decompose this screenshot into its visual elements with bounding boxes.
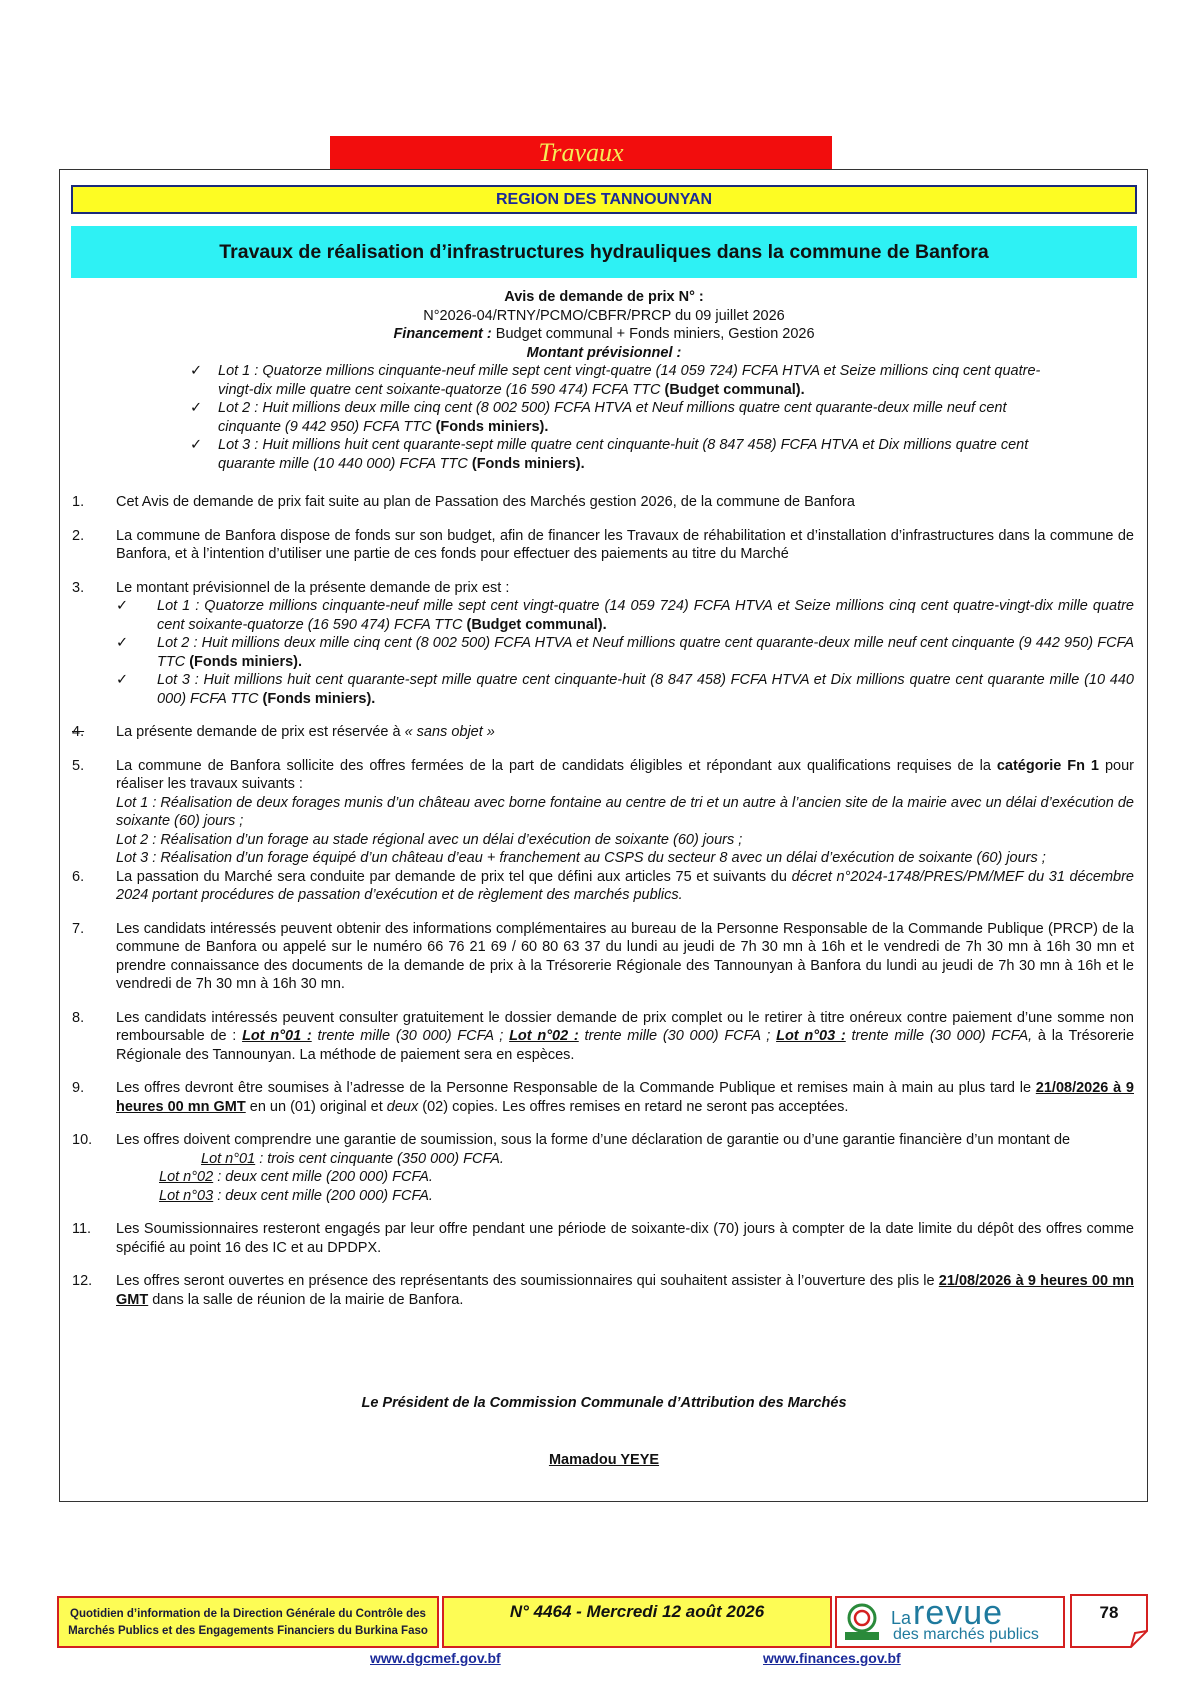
paragraph-5: 5. La commune de Banfora sollicite des offres fermées de la part de candidats éligibles et répondant aux qualifications requises de la catégorie Fn 1 pour réaliser les travaux suivants : Lot 1 : Réalisation de deux forages munis d’un château avec borne fontaine au centre de tri et un autre à l’ancien site de la mairie avec un délai d’exécution de soixante (60) jours ; Lot 2 : Réalisation d’un forage au stade régional avec un délai d’exécution de soixante (60) jours ; Lot 3 : Réalisation d’un forage équipé d’un château d’eau + franchement au CSPS du secteur 8 avec un délai d’exécution de soixante (60) jours ; [72, 757, 1134, 866]
link-dgcmef[interactable]: www.dgcmef.gov.bf [370, 1650, 501, 1666]
signature-title: Le Président de la Commission Communale d’Attribution des Marchés [361, 1395, 847, 1411]
list-item: ✓ Lot 1 : Quatorze millions cinquante-neuf mille sept cent vingt-quatre (14 059 724) FCFA HTVA et Seize millions cinq cent quatre-vingt-dix mille quatre cent soixante-quatorze (16 590 474) FCFA TTC (Budget communal). [190, 363, 1041, 398]
revue-logo: La revue des marchés publics [835, 1596, 1065, 1648]
link-finances[interactable]: www.finances.gov.bf [763, 1650, 901, 1666]
paragraph-2: 2. La commune de Banfora dispose de fonds sur son budget, afin de financer les Travaux de réhabilitation et d’installation d’infrastructures dans la commune de Banfora, et à l’intention d’utiliser une partie de ces fonds pour effectuer des paiements au titre du Marché [72, 527, 1134, 562]
check-icon: ✓ [116, 598, 129, 614]
list-item: ✓ Lot 2 : Huit millions deux mille cinq cent (8 002 500) FCFA HTVA et Neuf millions quatre cent quarante-deux mille neuf cent cinquante (9 442 950) FCFA TTC (Fonds miniers). [116, 635, 1134, 670]
list-item: Lot 3 : Réalisation d’un forage équipé d’un château d’eau + franchement au CSPS du secteur 8 avec un délai d’exécution de soixante (60) jours ; [116, 850, 1046, 866]
list-item: Lot n°01 : trois cent cinquante (350 000) FCFA. [201, 1150, 504, 1167]
list-item: ✓ Lot 1 : Quatorze millions cinquante-neuf mille sept cent vingt-quatre (14 059 724) FCFA HTVA et Seize millions cinq cent quatre-vingt-dix mille quatre cent soixante-quatorze (16 590 474) FCFA TTC (Budget communal). [116, 598, 1134, 633]
paragraph-6: 6. La passation du Marché sera conduite par demande de prix tel que défini aux articles 75 et suivants du décret n°2024-1748/PRES/PM/MEF du 31 décembre 2024 portant procédures de passation d’exécution et de règlement des marchés publics. [72, 868, 1134, 903]
paragraph-9: 9. Les offres devront être soumises à l’adresse de la Personne Responsable de la Commande Publique et remises main à main au plus tard le 21/08/2026 à 9 heures 00 mn GMT en un (01) original et deux (02) copies. Les offres remises en retard ne seront pas acceptées. [72, 1080, 1134, 1115]
list-item: Lot 1 : Réalisation de deux forages munis d’un château avec borne fontaine au centre de tri et un autre à l’ancien site de la mairie avec un délai d’exécution de soixante (60) jours ; [116, 794, 1134, 829]
check-icon: ✓ [190, 437, 203, 453]
list-item: ✓ Lot 2 : Huit millions deux mille cinq cent (8 002 500) FCFA HTVA et Neuf millions quatre cent quarante-deux mille neuf cent cinquante (9 442 950) FCFA TTC (Fonds miniers). [190, 400, 1007, 435]
notice-heading: Avis de demande de prix N° : [504, 289, 704, 305]
paragraph-3: 3. Le montant prévisionnel de la présente demande de prix est : ✓ Lot 1 : Quatorze millions cinquante-neuf mille sept cent vingt-quatre (14 059 724) FCFA HTVA et Seize millions cinq cent quatre-vingt-dix mille quatre cent soixante-quatorze (16 590 474) FCFA TTC (Budget communal). ✓ Lot 2 : Huit millions deux mille cinq cent (8 002 500) FCFA HTVA et Neuf millions quatre cent quarante-deux mille neuf cent cinquante (9 442 950) FCFA TTC (Fonds miniers). ✓ Lot 3 : Huit millions huit cent quarante-sept mille quatre cent cinquante-huit (8 847 458) FCFA HTVA et Dix millions quatre cent quarante mille (10 440 000) FCFA TTC (Fonds miniers). [72, 579, 1134, 707]
montant-label: Montant prévisionnel : [526, 344, 682, 361]
check-icon: ✓ [116, 635, 129, 651]
footer-issue: N° 4464 - Mercredi 12 août 2026 [442, 1596, 832, 1648]
signature-name: Mamadou YEYE [548, 1452, 660, 1468]
notice-body [72, 493, 1134, 1324]
paragraph-11: 11. Les Soumissionnaires resteront engagés par leur offre pendant une période de soixante-dix (70) jours à compter de la date limite du dépôt des offres comme spécifié au point 16 des IC et au DPDPX. [72, 1221, 1134, 1256]
list-item: Lot n°02 : deux cent mille (200 000) FCFA. [159, 1169, 433, 1185]
financement-label: Financement : [393, 326, 492, 342]
list-item: ✓ Lot 3 : Huit millions huit cent quarante-sept mille quatre cent cinquante-huit (8 847 458) FCFA HTVA et Dix millions quatre cent quarante mille (10 440 000) FCFA TTC (Fonds miniers). [116, 672, 1134, 707]
page-number: 78 [1069, 1593, 1149, 1649]
financement-line [71, 325, 1137, 344]
notice-reference: N°2026-04/RTNY/PCMO/CBFR/PRCP du 09 juillet 2026 [423, 307, 785, 324]
footer-publisher: Quotidien d’information de la Direction Générale du Contrôle des Marchés Publics et des Engagements Financiers du Burkina Faso [57, 1596, 439, 1648]
check-icon: ✓ [190, 363, 203, 379]
notice-header [71, 288, 1137, 362]
list-item: Lot n°03 : deux cent mille (200 000) FCFA. [159, 1187, 433, 1204]
paragraph-10: 10. Les offres doivent comprendre une garantie de soumission, sous la forme d’une déclaration de garantie ou d’une garantie financière d’un montant de Lot n°01 : trois cent cinquante (350 000) FCFA. Lot n°02 : deux cent mille (200 000) FCFA. Lot n°03 : deux cent mille (200 000) FCFA. [72, 1131, 1134, 1205]
paragraph-1: 1. Cet Avis de demande de prix fait suite au plan de Passation des Marchés gestion 2026, de la commune de Banfora [72, 494, 855, 510]
section-banner: Travaux [330, 136, 832, 169]
check-icon: ✓ [190, 400, 203, 416]
list-item: ✓ Lot 3 : Huit millions huit cent quarante-sept mille quatre cent cinquante-huit (8 847 458) FCFA HTVA et Dix millions quatre cent quarante mille (10 440 000) FCFA TTC (Fonds miniers). [190, 437, 1029, 472]
list-item: Lot 2 : Réalisation d’un forage au stade régional avec un délai d’exécution de soixante (60) jours ; [116, 831, 743, 848]
paragraph-8: 8. Les candidats intéressés peuvent consulter gratuitement le dossier demande de prix complet ou le retirer à titre onéreux contre paiement d’une somme non remboursable de : Lot n°01 : trente mille (30 000) FCFA ; Lot n°02 : trente mille (30 000) FCFA ; Lot n°03 : trente mille (30 000) FCFA, à la Trésorerie Régionale des Tannounyan. La méthode de paiement sera en espèces. [72, 1009, 1135, 1063]
paragraph-4: 4. La présente demande de prix est réservée à « sans objet » [72, 724, 495, 740]
paragraph-12: 12. Les offres seront ouvertes en présence des représentants des soumissionnaires qui souhaitent assister à l’ouverture des plis le 21/08/2026 à 9 heures 00 mn GMT dans la salle de réunion de la mairie de Banfora. [72, 1273, 1134, 1308]
notice-title: Travaux de réalisation d’infrastructures hydrauliques dans la commune de Banfora [71, 226, 1137, 278]
dgcmef-logo-icon [843, 1602, 881, 1642]
check-icon: ✓ [116, 672, 129, 688]
paragraph-7: 7. Les candidats intéressés peuvent obtenir des informations complémentaires au bureau de la Personne Responsable de la Commande Publique (PRCP) de la commune de Banfora ou appelé sur le numéro 66 76 21 69 / 60 80 63 37 du lundi au jeudi de 7h 30 mn à 16h et le vendredi de 7h 30 mn à 16h 30 mn et prendre connaissance des documents de la demande de prix à la Trésorerie Régionale des Tannounyan à Banfora du lundi au jeudi de 7h 30 mn à 16h et le vendredi de 7h 30 mn à 16h 30 mn. [72, 920, 1134, 992]
region-header: REGION DES TANNOUNYAN [71, 185, 1137, 214]
lots-summary [190, 362, 1070, 473]
financement-value: Budget communal + Fonds miniers, Gestion 2026 [491, 326, 815, 342]
